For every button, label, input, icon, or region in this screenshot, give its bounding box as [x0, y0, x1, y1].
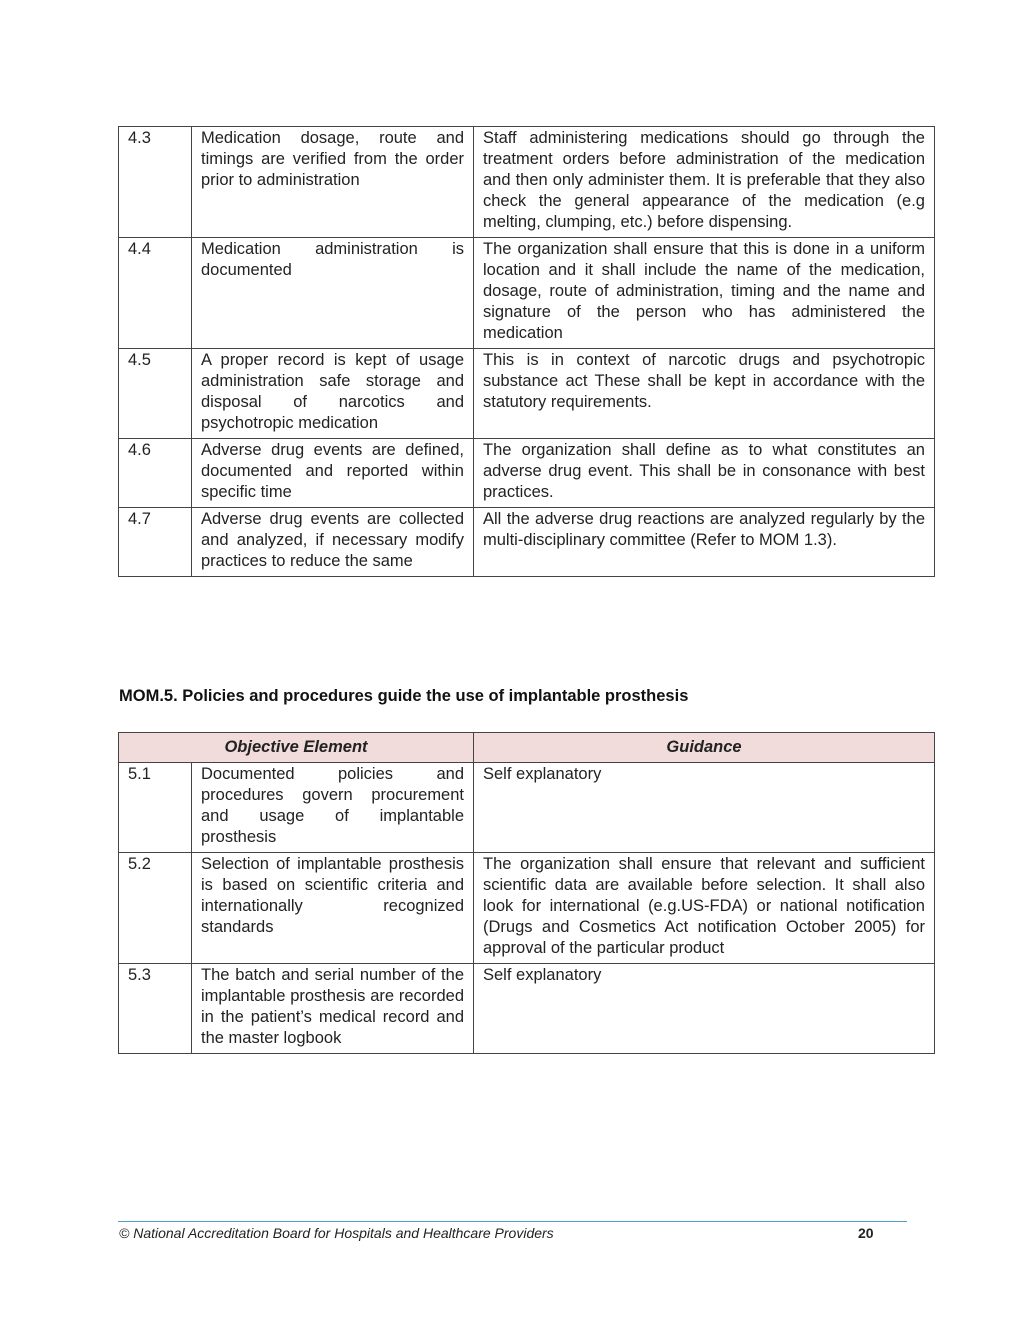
row-number: 4.4	[119, 238, 192, 349]
implantable-prosthesis-table	[118, 732, 935, 1054]
objective-element-header: Objective Element	[119, 733, 474, 763]
guidance-cell: Self explanatory	[474, 964, 935, 1054]
row-number: 4.7	[119, 508, 192, 577]
row-number: 4.6	[119, 439, 192, 508]
guidance-cell: This is in context of narcotic drugs and psychotropic substance act These shall be kept in accordance with the statutory requirements.	[474, 349, 935, 439]
guidance-cell: All the adverse drug reactions are analyzed regularly by the multi-disciplinary committee (Refer to MOM 1.3).	[474, 508, 935, 577]
guidance-header: Guidance	[474, 733, 935, 763]
row-number: 4.5	[119, 349, 192, 439]
guidance-cell: Self explanatory	[474, 763, 935, 853]
table-row	[119, 238, 935, 349]
objective-element-cell: Medication administration is documented	[192, 238, 474, 349]
objective-element-cell: The batch and serial number of the implantable prosthesis are recorded in the patient’s medical record and the master logbook	[192, 964, 474, 1054]
table-row	[119, 964, 935, 1054]
objective-element-cell: Adverse drug events are collected and analyzed, if necessary modify practices to reduce the same	[192, 508, 474, 577]
table-row	[119, 127, 935, 238]
page-number: 20	[858, 1225, 874, 1241]
table-row	[119, 763, 935, 853]
footer-copyright: © National Accreditation Board for Hospitals and Healthcare Providers	[119, 1225, 554, 1241]
row-number: 5.3	[119, 964, 192, 1054]
guidance-cell: The organization shall ensure that relevant and sufficient scientific data are available before selection. It shall also look for international (e.g.US-FDA) or national notification (Drugs and Cosmetics Act notification October 2005) for approval of the particular product	[474, 853, 935, 964]
table-row	[119, 439, 935, 508]
footer-divider	[118, 1221, 907, 1222]
objective-element-cell: Medication dosage, route and timings are verified from the order prior to administration	[192, 127, 474, 238]
row-number: 5.2	[119, 853, 192, 964]
table-row	[119, 508, 935, 577]
objective-element-cell: A proper record is kept of usage administration safe storage and disposal of narcotics and psychotropic medication	[192, 349, 474, 439]
table-row	[119, 853, 935, 964]
row-number: 5.1	[119, 763, 192, 853]
guidance-cell: The organization shall define as to what constitutes an adverse drug event. This shall be in consonance with best practices.	[474, 439, 935, 508]
medication-administration-table	[118, 126, 935, 577]
guidance-cell: Staff administering medications should go through the treatment orders before administration of the medication and then only administer them. It is preferable that they also check the general appearance of the medication (e.g melting, clumping, etc.) before dispensing.	[474, 127, 935, 238]
section-heading: MOM.5. Policies and procedures guide the use of implantable prosthesis	[119, 687, 689, 705]
table-header-row	[119, 733, 935, 763]
table-row	[119, 349, 935, 439]
objective-element-cell: Documented policies and procedures govern procurement and usage of implantable prosthesis	[192, 763, 474, 853]
row-number: 4.3	[119, 127, 192, 238]
guidance-cell: The organization shall ensure that this is done in a uniform location and it shall include the name of the medication, dosage, route of administration, timing and the name and signature of the person who has administered the medication	[474, 238, 935, 349]
objective-element-cell: Adverse drug events are defined, documented and reported within specific time	[192, 439, 474, 508]
objective-element-cell: Selection of implantable prosthesis is based on scientific criteria and internationally recognized standards	[192, 853, 474, 964]
